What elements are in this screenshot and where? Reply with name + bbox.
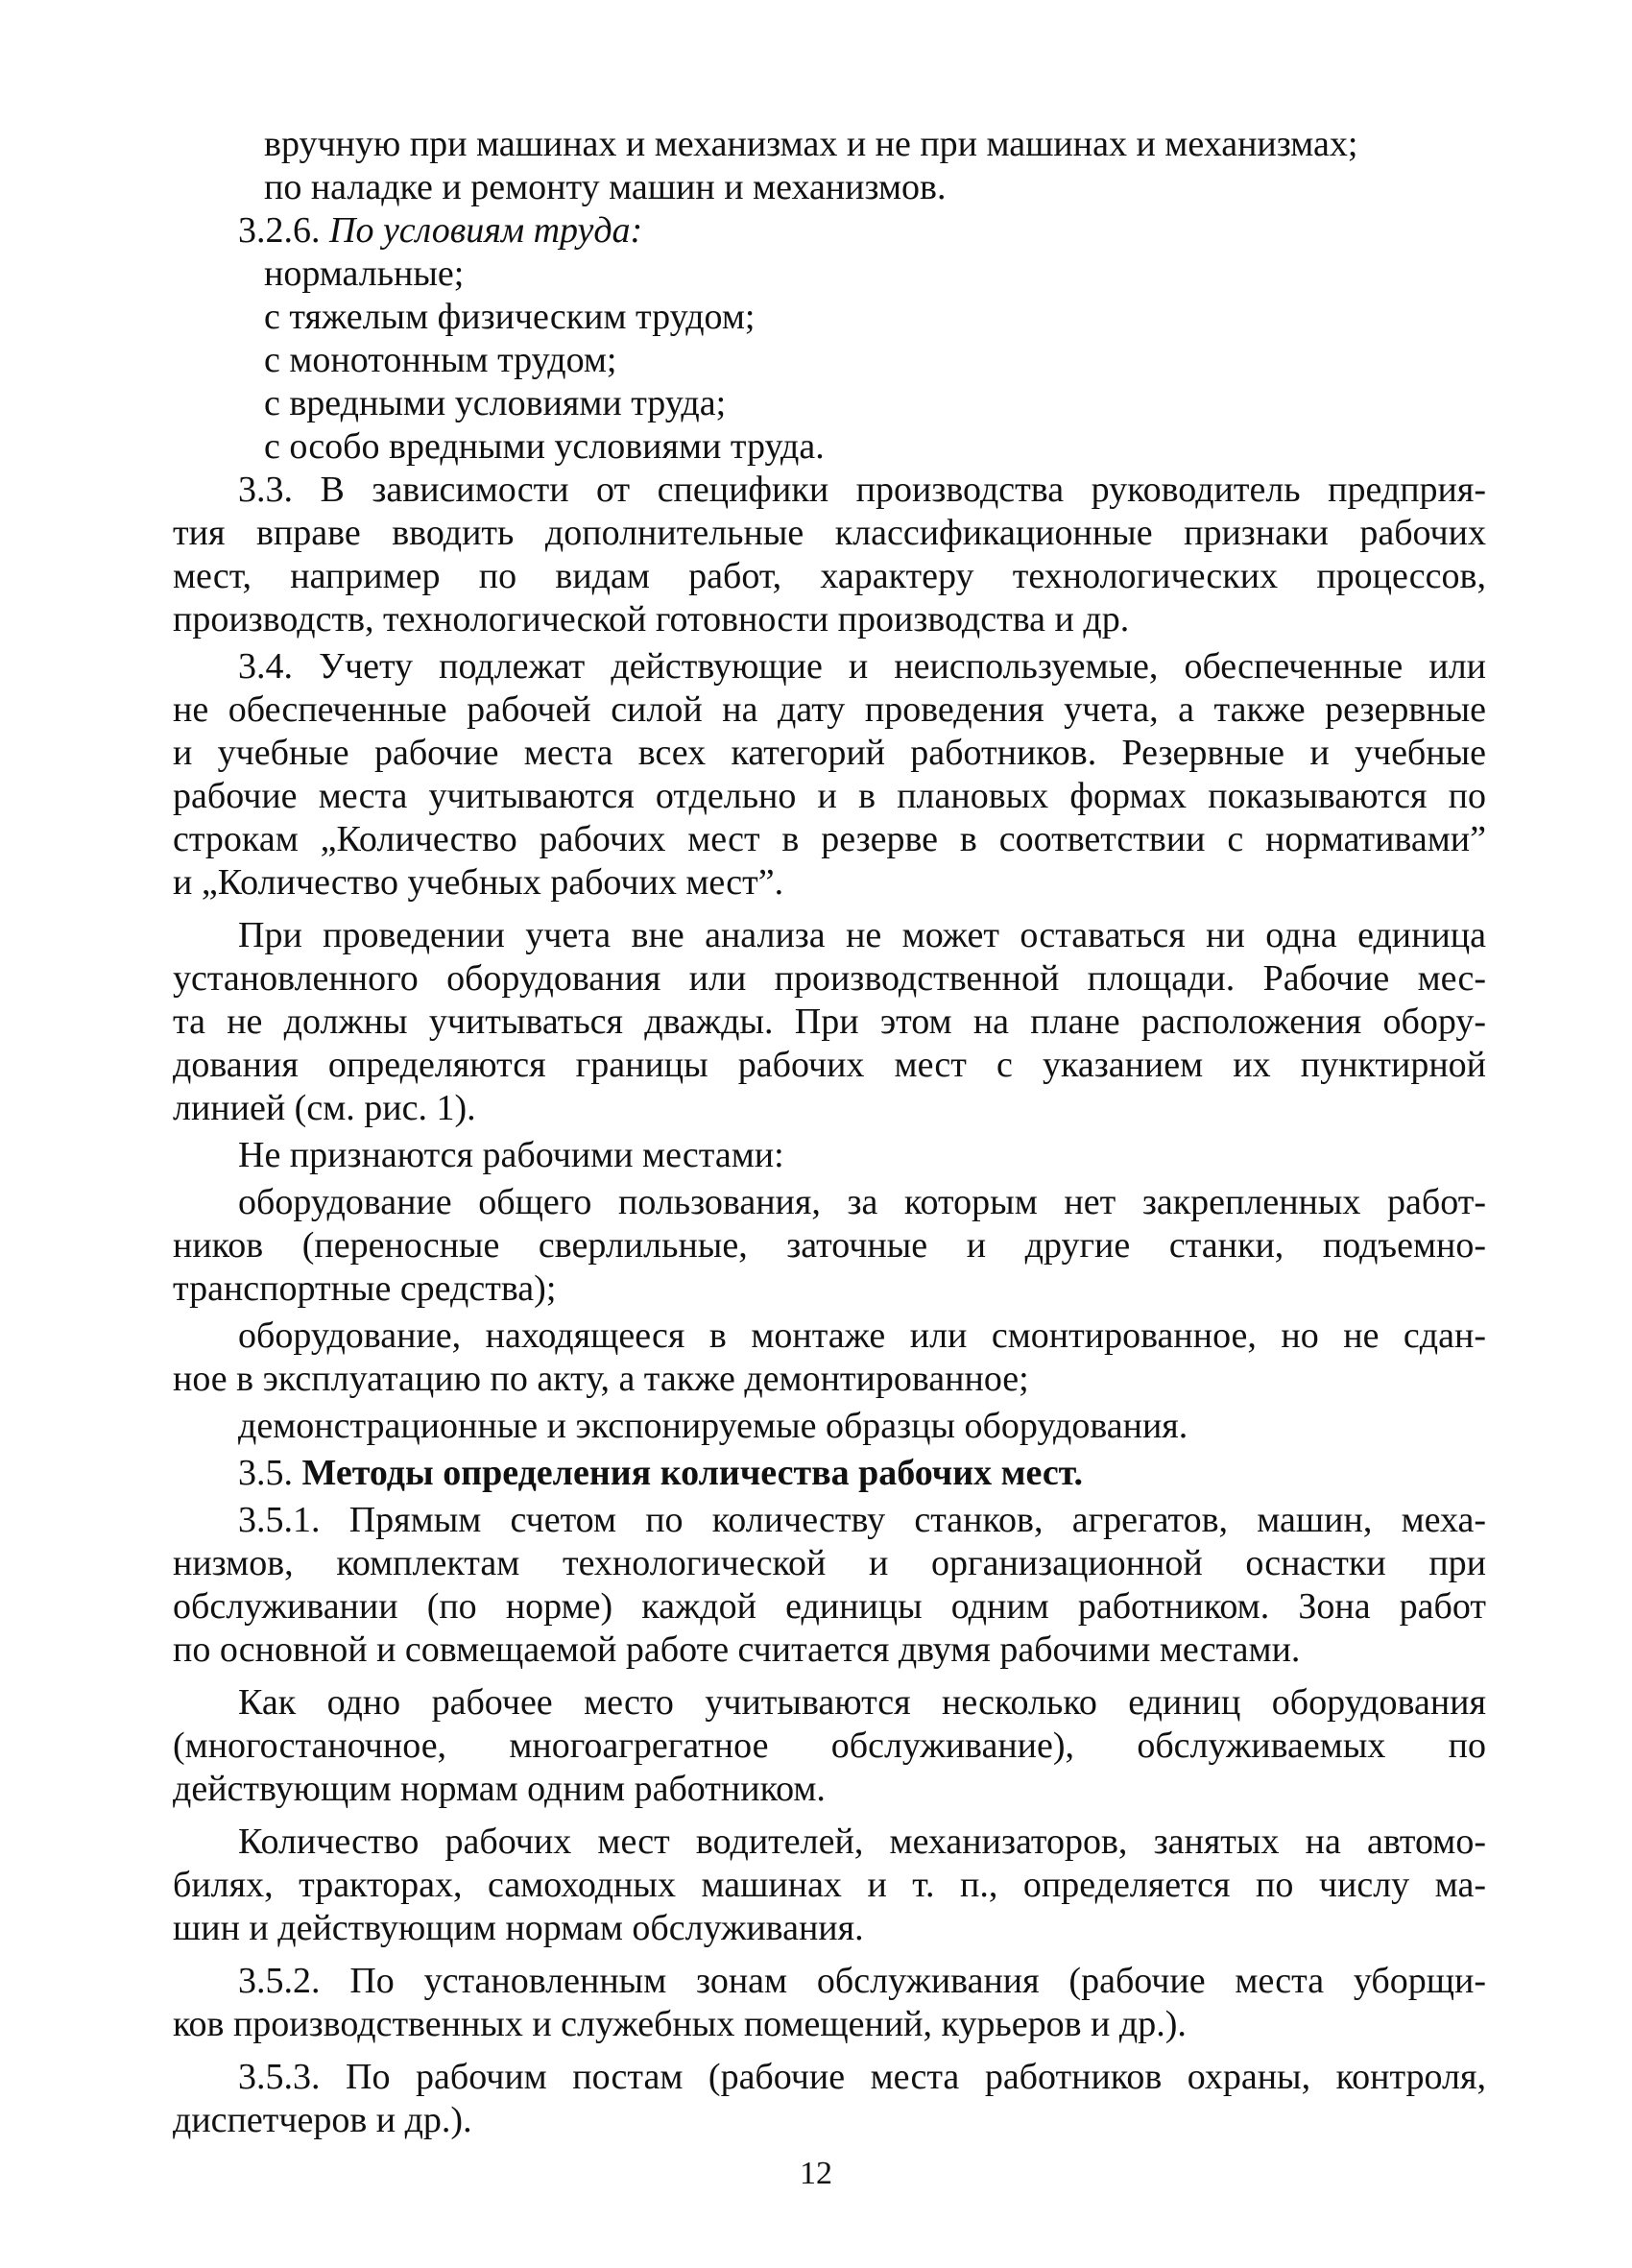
paragraph-3-5-1-line: низмов, комплектам технологической и организационной оснастки при <box>173 1543 1486 1583</box>
paragraph-line: дования определяются границы рабочих мест с указанием их пунктирной <box>173 1045 1486 1085</box>
paragraph-3-4-line: строкам „Количество рабочих мест в резерве в соответствии с нормативами” <box>173 819 1486 859</box>
paragraph-3-5-1-line: 3.5.1. Прямым счетом по количеству станков, агрегатов, машин, меха- <box>238 1500 1486 1540</box>
section-number: 3.2.6. <box>238 210 321 251</box>
list-paragraph-line: оборудование общего пользования, за которым нет закрепленных работ- <box>238 1182 1486 1222</box>
list-paragraph-line: демонстрационные и экспонируемые образцы оборудования. <box>238 1406 1188 1446</box>
page-content <box>173 123 1486 2142</box>
paragraph-3-5-1-line: обслуживании (по норме) каждой единицы одним работником. Зона работ <box>173 1586 1486 1627</box>
paragraph-3-4-line: и „Количество учебных рабочих мест”. <box>173 862 784 903</box>
section-heading-3-5 <box>173 1452 1486 1495</box>
list-paragraph-line: транспортные средства); <box>173 1268 557 1309</box>
paragraph-line: шин и действующим нормам обслуживания. <box>173 1908 864 1948</box>
paragraph-line: Как одно рабочее место учитываются несколько единиц оборудования <box>238 1682 1486 1723</box>
section-title: По условиям труда: <box>329 210 643 251</box>
paragraph-line: та не должны учитываться дважды. При этом на плане расположения обору- <box>173 1001 1486 1042</box>
paragraph-3-5-2-line: ков производственных и служебных помещений, курьеров и др.). <box>173 2004 1187 2044</box>
list-item: с тяжелым физическим трудом; <box>264 297 756 337</box>
paragraph-line: Количество рабочих мест водителей, механизаторов, занятых на автомо- <box>238 1822 1486 1862</box>
list-paragraph-line: ное в эксплуатацию по акту, а также демонтированное; <box>173 1359 1029 1399</box>
paragraph-3-4-line: рабочие места учитываются отдельно и в плановых формах показываются по <box>173 776 1486 816</box>
list-item: с монотонным трудом; <box>264 340 617 380</box>
paragraph-line: (многостаночное, многоагрегатное обслуживание), обслуживаемых по <box>173 1725 1486 1766</box>
paragraph-line: Не признаются рабочими местами: <box>238 1135 784 1175</box>
paragraph-3-3-line: 3.3. В зависимости от специфики производства руководитель предприя- <box>238 470 1486 510</box>
list-paragraph-line: оборудование, находящееся в монтаже или смонтированное, но не сдан- <box>238 1315 1486 1356</box>
paragraph-3-3-line: производств, технологической готовности производства и др. <box>173 599 1130 639</box>
list-item: нормальные; <box>264 253 465 294</box>
text-line: вручную при машинах и механизмах и не при машинах и механизмах; <box>264 124 1358 164</box>
section-title: Методы определения количества рабочих мест. <box>301 1453 1083 1493</box>
paragraph-line: линией (см. рис. 1). <box>173 1088 476 1128</box>
paragraph-3-4-line: и учебные рабочие места всех категорий работников. Резервные и учебные <box>173 733 1486 773</box>
paragraph-3-4-line: 3.4. Учету подлежат действующие и неиспользуемые, обеспеченные или <box>238 646 1486 687</box>
paragraph-line: действующим нормам одним работником. <box>173 1769 826 1809</box>
text-line: по наладке и ремонту машин и механизмов. <box>264 167 947 207</box>
page-number: 12 <box>800 2156 832 2191</box>
paragraph-3-3-line: тия вправе вводить дополнительные классификационные признаки рабочих <box>173 513 1486 553</box>
paragraph-3-5-1-line: по основной и совмещаемой работе считается двумя рабочими местами. <box>173 1629 1301 1670</box>
paragraph-3-4-line: не обеспеченные рабочей силой на дату проведения учета, а также резервные <box>173 689 1486 730</box>
paragraph-3-5-2-line: 3.5.2. По установленным зонам обслуживания (рабочие места уборщи- <box>238 1961 1486 2001</box>
paragraph-line: При проведении учета вне анализа не может оставаться ни одна единица <box>238 915 1486 955</box>
paragraph-line: билях, тракторах, самоходных машинах и т. п., определяется по числу ма- <box>173 1865 1486 1905</box>
list-item: с особо вредными условиями труда. <box>264 426 825 467</box>
list-paragraph-line: ников (переносные сверлильные, заточные и другие станки, подъемно- <box>173 1225 1486 1266</box>
list-item: с вредными условиями труда; <box>264 383 727 423</box>
paragraph-line: установленного оборудования или производственной площади. Рабочие мес- <box>173 958 1486 999</box>
paragraph-3-3-line: мест, например по видам работ, характеру технологических процессов, <box>173 556 1486 596</box>
section-heading-3-2-6 <box>173 209 1486 253</box>
paragraph-3-5-3-line: диспетчеров и др.). <box>173 2100 472 2140</box>
paragraph-3-5-3-line: 3.5.3. По рабочим постам (рабочие места работников охраны, контроля, <box>238 2057 1486 2097</box>
section-number: 3.5. <box>238 1453 293 1493</box>
